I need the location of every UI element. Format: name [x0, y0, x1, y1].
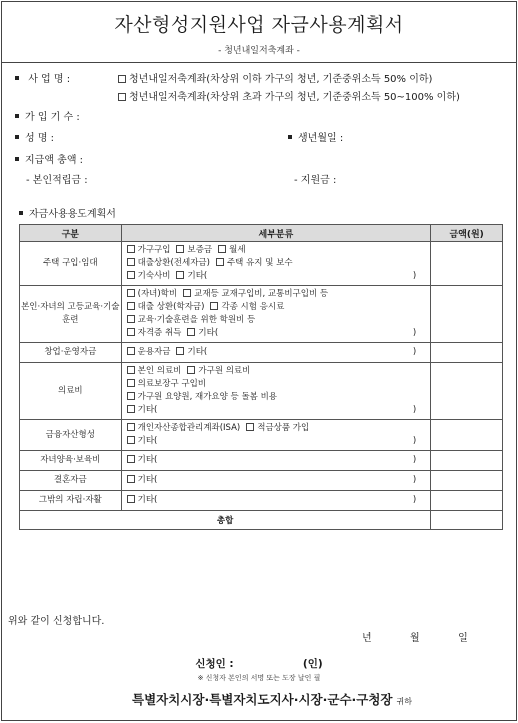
support-label: - 지원금 :	[294, 175, 337, 186]
title-box	[2, 2, 516, 63]
header-detail: 세부분류	[121, 225, 431, 242]
checkbox-icon[interactable]	[127, 379, 135, 387]
option-line	[127, 378, 431, 391]
checkbox-icon[interactable]	[187, 366, 195, 374]
checkbox-icon[interactable]	[127, 289, 135, 297]
close-paren: )	[412, 405, 417, 415]
addressee-suffix: 귀하	[396, 697, 412, 706]
table-row	[20, 286, 503, 343]
business-option-2-label: 청년내일저축계좌(차상위 초과 가구의 청년, 기준중위소득 50~100% 이하)	[129, 92, 460, 103]
checkbox-icon[interactable]	[127, 495, 135, 503]
option-label: (자녀)학비	[137, 289, 178, 299]
detail-cell	[121, 471, 431, 491]
amount-cell[interactable]	[431, 491, 503, 511]
date-line	[362, 629, 468, 644]
checkbox-icon[interactable]	[127, 315, 135, 323]
option-label: 자격증 취득	[137, 328, 182, 338]
amount-cell[interactable]	[431, 242, 503, 286]
close-paren: )	[412, 436, 417, 446]
total-label: 총합	[20, 511, 431, 530]
amount-cell[interactable]	[431, 420, 503, 451]
checkbox-icon[interactable]	[127, 436, 135, 444]
applicant-label: 신청인 :	[195, 658, 234, 670]
bullet-icon	[15, 76, 19, 80]
category-cell: 주택 구입·임대	[20, 242, 122, 286]
category-cell: 금융자산형성	[20, 420, 122, 451]
option-label: 기타(	[137, 475, 158, 485]
option-line	[127, 301, 431, 314]
checkbox-icon[interactable]	[127, 392, 135, 400]
checkbox-icon[interactable]	[187, 328, 195, 336]
amount-cell[interactable]	[431, 363, 503, 420]
checkbox-icon[interactable]	[127, 258, 135, 266]
option-label: 주택 유지 및 보수	[226, 258, 293, 268]
option-line	[127, 454, 431, 467]
option-label: 기타(	[198, 328, 219, 338]
checkbox-icon[interactable]	[127, 455, 135, 463]
checkbox-icon[interactable]	[210, 302, 218, 310]
close-paren: )	[412, 328, 417, 338]
checkbox-icon[interactable]	[218, 245, 226, 253]
option-label: 월세	[229, 245, 246, 255]
category-cell: 의료비	[20, 363, 122, 420]
checkbox-icon[interactable]	[127, 245, 135, 253]
bullet-icon	[288, 135, 292, 139]
checkbox-icon[interactable]	[127, 366, 135, 374]
option-label: 기타(	[187, 347, 208, 357]
name-label: 성 명 :	[25, 133, 55, 144]
category-cell: 본인·자녀의 고등교육·기술훈련	[20, 286, 122, 343]
usage-plan-table	[19, 224, 503, 530]
option-label: 대출상환(전세자금)	[137, 258, 210, 268]
month-label: 월	[410, 633, 420, 644]
checkbox-icon[interactable]	[216, 258, 224, 266]
option-line	[127, 288, 431, 301]
option-line	[127, 422, 431, 435]
checkbox-icon[interactable]	[127, 328, 135, 336]
option-label: 기타(	[137, 405, 158, 415]
own-deposit-label: - 본인적립금 :	[26, 175, 88, 186]
option-label: 교재등 교재구입비, 교통비구입비 등	[194, 289, 329, 299]
usage-plan-row	[19, 205, 116, 220]
option-label: 교육·기술훈련을 위한 학원비 등	[137, 315, 256, 325]
detail-cell	[121, 286, 431, 343]
total-payment-label: 지급액 총액 :	[25, 155, 84, 166]
name-row	[15, 129, 54, 144]
option-line	[127, 327, 431, 340]
table-row	[20, 491, 503, 511]
option-line	[127, 270, 431, 283]
bullet-icon	[15, 114, 19, 118]
detail-cell	[121, 451, 431, 471]
bullet-icon	[15, 135, 19, 139]
option-label: 운용자금	[137, 347, 171, 357]
category-cell: 자녀양육·보육비	[20, 451, 122, 471]
business-label: 사 업 명 :	[28, 74, 71, 85]
detail-cell	[121, 242, 431, 286]
detail-cell	[121, 343, 431, 363]
form-title: 자산형성지원사업 자금사용계획서	[114, 14, 404, 36]
business-row	[15, 70, 70, 85]
option-line	[127, 346, 431, 359]
table-row	[20, 471, 503, 491]
option-line	[127, 404, 431, 417]
household-label: 가 입 기 수 :	[25, 112, 80, 123]
checkbox-icon[interactable]	[127, 423, 135, 431]
checkbox-icon[interactable]	[246, 423, 254, 431]
table-row	[20, 343, 503, 363]
detail-cell	[121, 363, 431, 420]
checkbox-icon[interactable]	[118, 93, 126, 101]
table-row	[20, 363, 503, 420]
business-option-2[interactable]	[118, 88, 460, 103]
year-label: 년	[362, 633, 372, 644]
option-line	[127, 314, 431, 327]
statement: 위와 같이 신청합니다.	[8, 616, 105, 627]
birth-label: 생년월일 :	[298, 133, 344, 144]
option-label: 대출 상환(학자금)	[137, 302, 205, 312]
option-label: 적금상품 가입	[257, 423, 310, 433]
checkbox-icon[interactable]	[176, 245, 184, 253]
detail-cell	[121, 420, 431, 451]
addressee-line	[132, 690, 412, 708]
table-row	[20, 242, 503, 286]
signature-note: ※ 신청자 본인의 서명 또는 도장 날인 필	[197, 674, 321, 682]
checkbox-icon[interactable]	[118, 75, 126, 83]
close-paren: )	[412, 271, 417, 281]
business-option-1-label: 청년내일저축계좌(차상위 이하 가구의 청년, 기준중위소득 50% 이하)	[129, 74, 433, 85]
table-header-row	[20, 225, 503, 242]
option-line	[127, 365, 431, 378]
option-line	[127, 244, 431, 257]
checkbox-icon[interactable]	[176, 347, 184, 355]
option-label: 보증금	[187, 245, 213, 255]
day-label: 일	[458, 633, 468, 644]
checkbox-icon[interactable]	[183, 289, 191, 297]
option-line	[127, 435, 431, 448]
bullet-icon	[19, 211, 23, 215]
option-line	[127, 257, 431, 270]
checkbox-icon[interactable]	[127, 475, 135, 483]
option-label: 기타(	[137, 436, 158, 446]
table-row	[20, 420, 503, 451]
option-line	[127, 494, 431, 507]
option-label: 가구원 요양원, 재가요양 등 돌봄 비용	[137, 392, 278, 402]
checkbox-icon[interactable]	[127, 271, 135, 279]
checkbox-icon[interactable]	[176, 271, 184, 279]
detail-cell	[121, 491, 431, 511]
checkbox-icon[interactable]	[127, 302, 135, 310]
table-row	[20, 451, 503, 471]
option-label: 가구구입	[137, 245, 171, 255]
option-label: 의료보장구 구입비	[137, 379, 207, 389]
header-amount: 금액(원)	[431, 225, 503, 242]
checkbox-icon[interactable]	[127, 347, 135, 355]
applicant-line	[2, 656, 516, 671]
close-paren: )	[412, 475, 417, 485]
amount-cell[interactable]	[431, 471, 503, 491]
option-label: 기타(	[137, 495, 158, 505]
household-row	[15, 108, 80, 123]
seal-label: (인)	[302, 658, 323, 670]
category-cell: 창업·운영자금	[20, 343, 122, 363]
amount-cell[interactable]	[431, 451, 503, 471]
option-label: 기타(	[137, 455, 158, 465]
birth-row	[288, 129, 343, 144]
close-paren: )	[412, 495, 417, 505]
header-category: 구분	[20, 225, 122, 242]
total-amount-cell[interactable]	[431, 511, 503, 530]
usage-table-body	[20, 242, 503, 511]
close-paren: )	[412, 347, 417, 357]
option-label: 본인 의료비	[137, 366, 182, 376]
total-row	[20, 511, 503, 530]
option-label: 개인자산종합관리계좌(ISA)	[137, 423, 241, 433]
category-cell: 그밖의 자립·자활	[20, 491, 122, 511]
total-payment-row	[15, 151, 83, 166]
category-cell: 결혼자금	[20, 471, 122, 491]
option-label: 가구원 의료비	[198, 366, 251, 376]
option-line	[127, 391, 431, 404]
usage-plan-label: 자금사용용도계획서	[29, 209, 116, 220]
business-option-1[interactable]	[118, 70, 432, 85]
option-label: 각종 시험 응시료	[221, 302, 285, 312]
form-subtitle: - 청년내일저축계좌 -	[218, 46, 300, 56]
bullet-icon	[15, 157, 19, 161]
addressee: 특별자치시장·특별자치도지사·시장·군수·구청장	[132, 692, 393, 707]
close-paren: )	[412, 455, 417, 465]
amount-cell[interactable]	[431, 286, 503, 343]
checkbox-icon[interactable]	[127, 405, 135, 413]
option-line	[127, 474, 431, 487]
amount-cell[interactable]	[431, 343, 503, 363]
option-label: 기숙사비	[137, 271, 171, 281]
option-label: 기타(	[187, 271, 208, 281]
application-form	[1, 1, 517, 721]
